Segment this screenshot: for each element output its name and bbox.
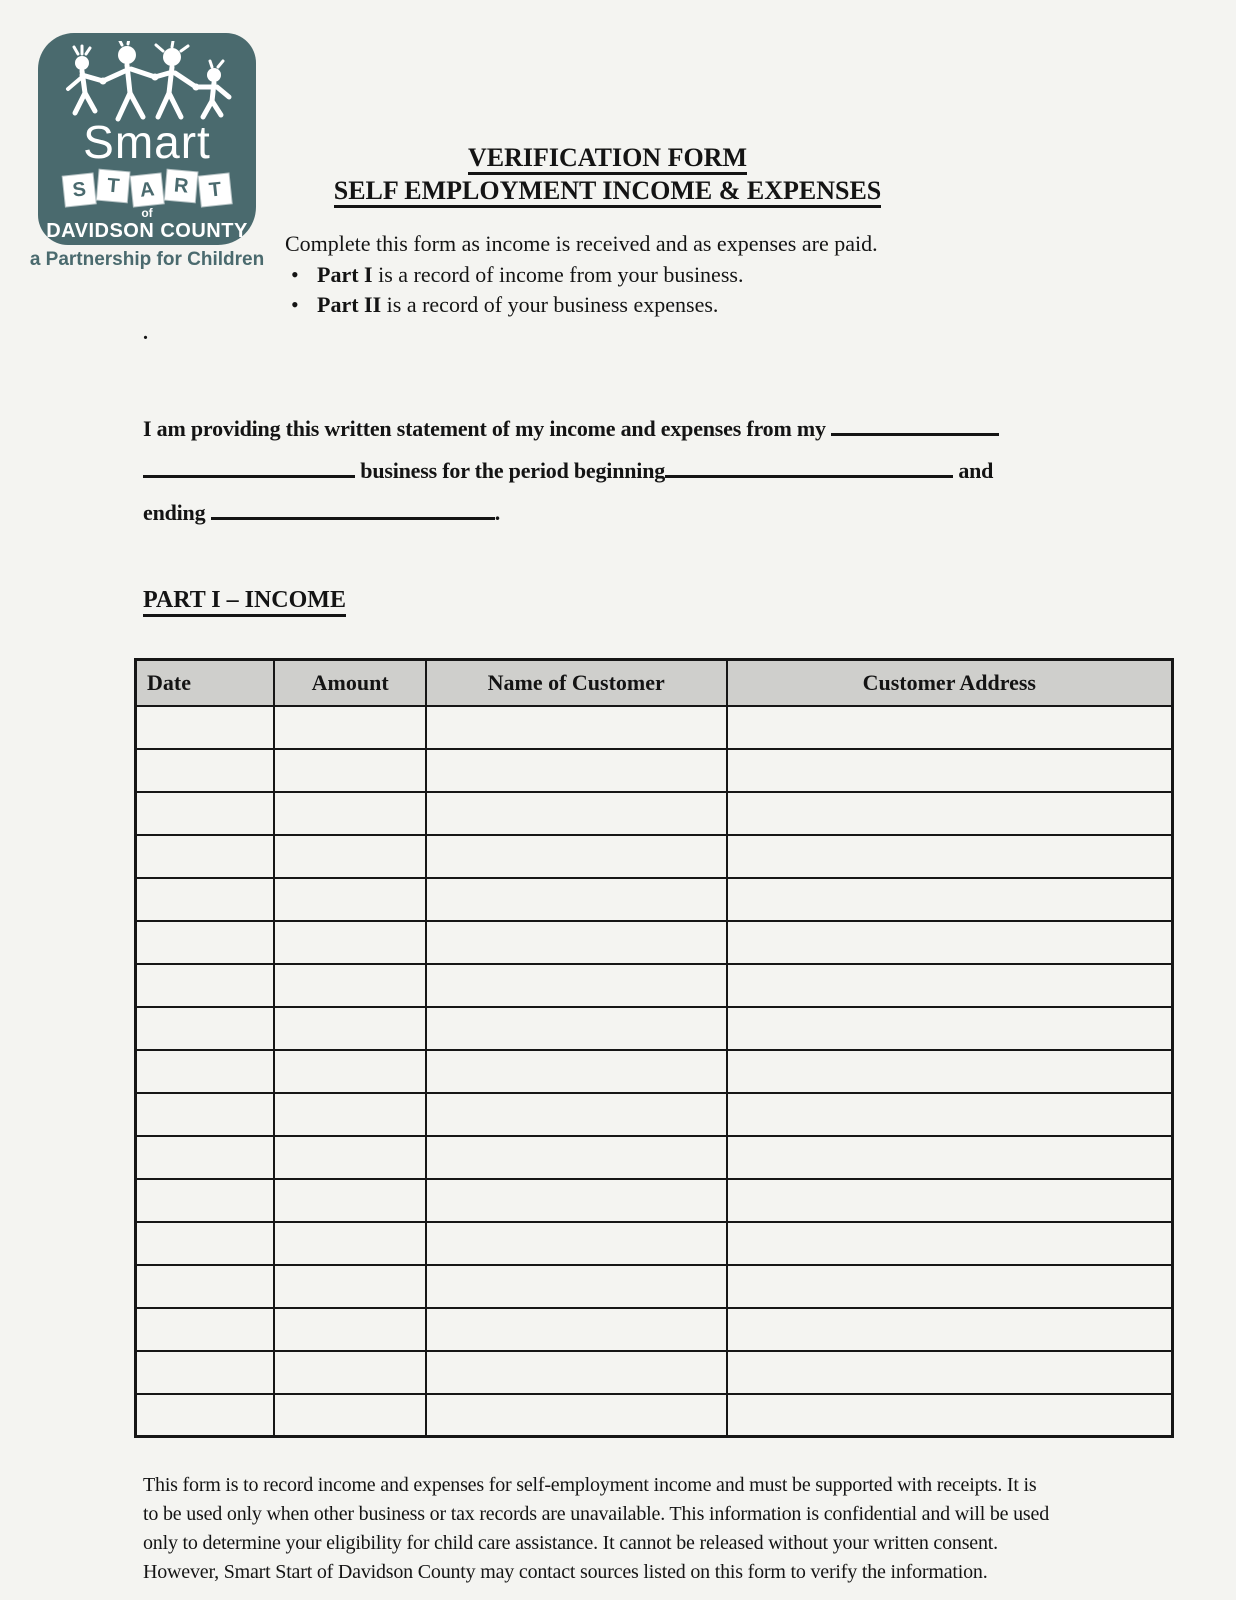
- bullet-part-label: Part II: [317, 292, 382, 317]
- table-cell-empty[interactable]: [426, 1265, 727, 1308]
- table-row: [136, 1007, 1173, 1050]
- table-cell-empty[interactable]: [136, 835, 275, 878]
- table-row: [136, 706, 1173, 749]
- table-cell-empty[interactable]: [426, 1007, 727, 1050]
- table-cell-empty[interactable]: [426, 1308, 727, 1351]
- table-cell-empty[interactable]: [727, 749, 1173, 792]
- table-row: [136, 1351, 1173, 1394]
- table-cell-empty[interactable]: [274, 1394, 425, 1437]
- logo-block-letter: T: [199, 174, 232, 207]
- table-cell-empty[interactable]: [136, 1394, 275, 1437]
- intro-sentence: Complete this form as income is received and as expenses are paid.: [285, 231, 878, 256]
- table-cell-empty[interactable]: [426, 1093, 727, 1136]
- table-cell-empty[interactable]: [426, 1179, 727, 1222]
- instruction-bullet: [285, 260, 975, 290]
- income-table: [134, 658, 1174, 1438]
- statement-text: business for the period beginning: [355, 458, 666, 483]
- table-cell-empty[interactable]: [136, 1179, 275, 1222]
- table-row: [136, 1308, 1173, 1351]
- logo-start-blocks: [38, 173, 256, 203]
- instruction-bullet: [285, 290, 975, 320]
- table-cell-empty[interactable]: [426, 878, 727, 921]
- table-cell-empty[interactable]: [727, 1050, 1173, 1093]
- table-cell-empty[interactable]: [426, 706, 727, 749]
- column-header-name-of-customer: Name of Customer: [426, 660, 727, 706]
- table-cell-empty[interactable]: [136, 1093, 275, 1136]
- bullet-icon: •: [291, 292, 299, 317]
- table-cell-empty[interactable]: [426, 1136, 727, 1179]
- table-cell-empty[interactable]: [136, 964, 275, 1007]
- logo-block-letter: T: [97, 170, 130, 203]
- table-row: [136, 964, 1173, 1007]
- table-row: [136, 835, 1173, 878]
- table-cell-empty[interactable]: [426, 1222, 727, 1265]
- table-cell-empty[interactable]: [727, 964, 1173, 1007]
- table-cell-empty[interactable]: [136, 921, 275, 964]
- table-row: [136, 792, 1173, 835]
- stray-period-mark: .: [143, 322, 148, 344]
- children-holding-hands-icon: [52, 41, 242, 125]
- table-cell-empty[interactable]: [274, 1050, 425, 1093]
- footnote-line: to be used only when other business or tax records are unavailable. This information is confidential and will be used: [143, 1503, 1049, 1525]
- table-row: [136, 1265, 1173, 1308]
- table-cell-empty[interactable]: [136, 1308, 275, 1351]
- table-cell-empty[interactable]: [727, 878, 1173, 921]
- smart-start-logo: [38, 33, 256, 245]
- table-cell-empty[interactable]: [136, 1136, 275, 1179]
- income-table-header-row: [136, 660, 1173, 706]
- bullet-text: is a record of income from your business.: [372, 262, 744, 287]
- form-title: [280, 141, 935, 207]
- table-cell-empty[interactable]: [274, 1093, 425, 1136]
- instructions: [285, 229, 975, 320]
- table-cell-empty[interactable]: [136, 1050, 275, 1093]
- table-cell-empty[interactable]: [136, 878, 275, 921]
- table-cell-empty[interactable]: [426, 749, 727, 792]
- table-row: [136, 749, 1173, 792]
- logo-county-text: DAVIDSON COUNTY: [46, 220, 248, 242]
- fill-in-blank[interactable]: [143, 458, 355, 478]
- table-cell-empty[interactable]: [274, 878, 425, 921]
- statement-text: .: [494, 500, 500, 525]
- logo-block-letter: S: [63, 174, 96, 207]
- instruction-bullets: [285, 260, 975, 320]
- table-row: [136, 1050, 1173, 1093]
- table-cell-empty[interactable]: [274, 1351, 425, 1394]
- table-row: [136, 1136, 1173, 1179]
- confidentiality-note: [143, 1471, 1083, 1587]
- table-cell-empty[interactable]: [136, 749, 275, 792]
- table-cell-empty[interactable]: [426, 1394, 727, 1437]
- table-cell-empty[interactable]: [136, 1222, 275, 1265]
- table-cell-empty[interactable]: [426, 792, 727, 835]
- table-cell-empty[interactable]: [274, 792, 425, 835]
- table-cell-empty[interactable]: [274, 1222, 425, 1265]
- table-cell-empty[interactable]: [136, 1351, 275, 1394]
- statement-text: and: [953, 458, 994, 483]
- part1-heading: PART I – INCOME: [143, 587, 346, 614]
- column-header-customer-address: Customer Address: [727, 660, 1173, 706]
- table-cell-empty[interactable]: [727, 1007, 1173, 1050]
- table-cell-empty[interactable]: [727, 1136, 1173, 1179]
- fill-in-blank[interactable]: [831, 416, 999, 436]
- table-cell-empty[interactable]: [727, 1265, 1173, 1308]
- table-cell-empty[interactable]: [426, 921, 727, 964]
- table-cell-empty[interactable]: [274, 964, 425, 1007]
- table-cell-empty[interactable]: [727, 792, 1173, 835]
- footnote-line: only to determine your eligibility for child care assistance. It cannot be released without your written consent.: [143, 1532, 998, 1554]
- table-cell-empty[interactable]: [727, 706, 1173, 749]
- table-row: [136, 1179, 1173, 1222]
- statement-line: [143, 450, 1183, 492]
- table-cell-empty[interactable]: [426, 1351, 727, 1394]
- table-cell-empty[interactable]: [274, 835, 425, 878]
- statement-line: [143, 492, 1183, 534]
- table-cell-empty[interactable]: [274, 749, 425, 792]
- logo-wordmark-smart: Smart: [83, 116, 211, 168]
- statement-line: [143, 408, 1183, 450]
- table-cell-empty[interactable]: [727, 1394, 1173, 1437]
- table-cell-empty[interactable]: [136, 1007, 275, 1050]
- bullet-text: is a record of your business expenses.: [381, 292, 719, 317]
- fill-in-blank[interactable]: [211, 500, 495, 520]
- footnote-line: However, Smart Start of Davidson County may contact sources listed on this form to verify the information.: [143, 1561, 988, 1583]
- table-cell-empty[interactable]: [727, 1179, 1173, 1222]
- table-cell-empty[interactable]: [426, 1050, 727, 1093]
- table-cell-empty[interactable]: [274, 706, 425, 749]
- logo-block-letter: A: [131, 174, 164, 207]
- column-header-date: Date: [136, 660, 275, 706]
- footnote-line: This form is to record income and expenses for self-employment income and must be supported with receipts. It is: [143, 1474, 1037, 1496]
- table-cell-empty[interactable]: [136, 706, 275, 749]
- table-cell-empty[interactable]: [727, 1308, 1173, 1351]
- logo-of-text: of: [141, 206, 153, 220]
- table-cell-empty[interactable]: [727, 835, 1173, 878]
- table-cell-empty[interactable]: [136, 792, 275, 835]
- table-cell-empty[interactable]: [274, 1136, 425, 1179]
- logo-tagline: a Partnership for Children: [29, 249, 265, 270]
- table-cell-empty[interactable]: [274, 1007, 425, 1050]
- table-cell-empty[interactable]: [426, 964, 727, 1007]
- title-line-1: VERIFICATION FORM: [280, 141, 935, 174]
- column-header-amount: Amount: [274, 660, 425, 706]
- table-cell-empty[interactable]: [727, 1093, 1173, 1136]
- logo-block-letter: R: [165, 170, 198, 203]
- table-cell-empty[interactable]: [727, 1222, 1173, 1265]
- bullet-icon: •: [291, 262, 299, 287]
- table-cell-empty[interactable]: [727, 1351, 1173, 1394]
- table-row: [136, 921, 1173, 964]
- table-row: [136, 1222, 1173, 1265]
- table-row: [136, 1394, 1173, 1437]
- fill-in-blank[interactable]: [665, 458, 953, 478]
- title-line-2: SELF EMPLOYMENT INCOME & EXPENSES: [280, 174, 935, 207]
- table-cell-empty[interactable]: [727, 921, 1173, 964]
- table-row: [136, 878, 1173, 921]
- statement-text: I am providing this written statement of my income and expenses from my: [143, 416, 832, 441]
- table-cell-empty[interactable]: [274, 921, 425, 964]
- table-cell-empty[interactable]: [274, 1265, 425, 1308]
- table-cell-empty[interactable]: [426, 835, 727, 878]
- bullet-part-label: Part I: [317, 262, 373, 287]
- table-cell-empty[interactable]: [274, 1179, 425, 1222]
- table-row: [136, 1093, 1173, 1136]
- statement-text: ending: [143, 500, 211, 525]
- table-cell-empty[interactable]: [136, 1265, 275, 1308]
- declaration-statement: [143, 408, 1183, 534]
- table-cell-empty[interactable]: [274, 1308, 425, 1351]
